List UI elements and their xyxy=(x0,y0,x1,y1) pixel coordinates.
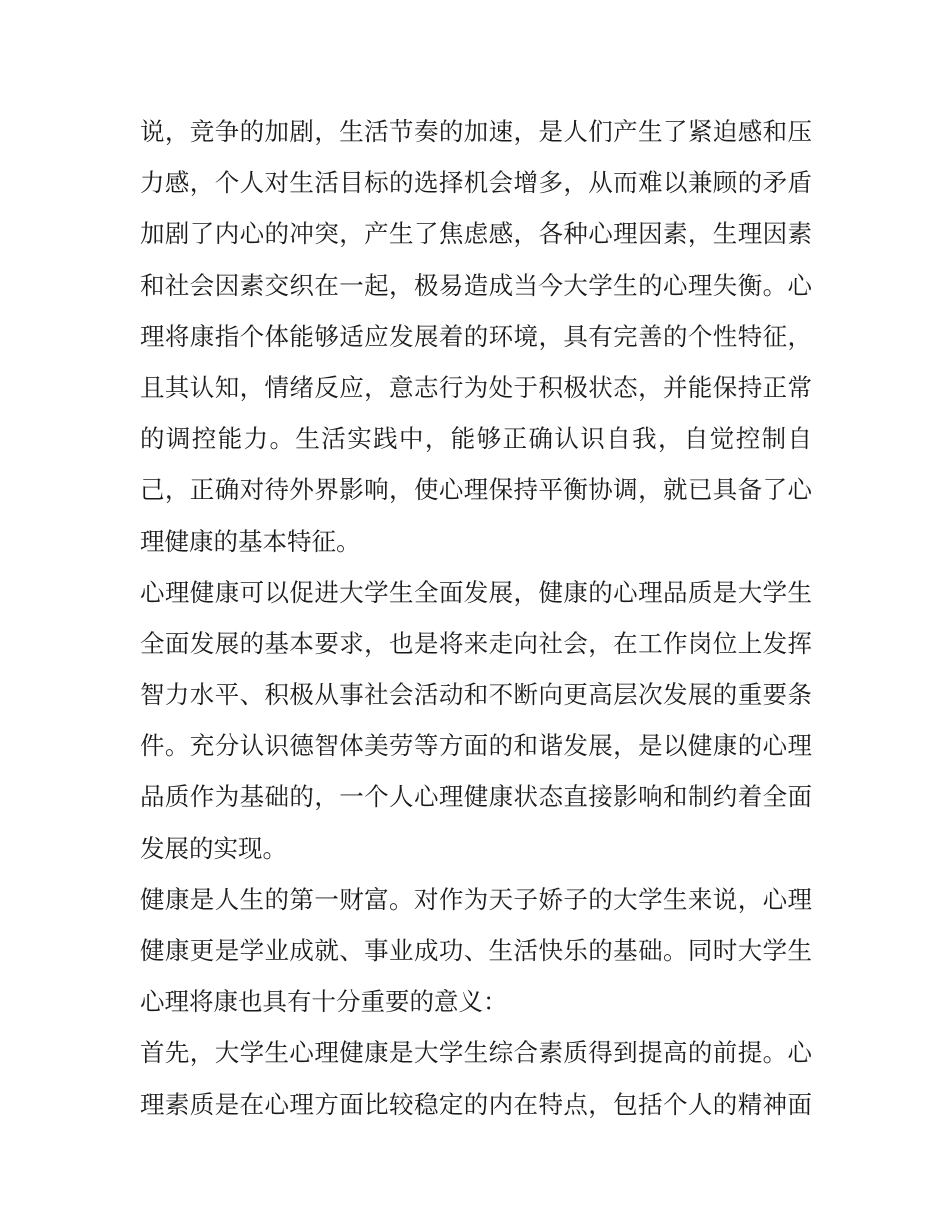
text-line: 和社会因素交织在一起，极易造成当今大学生的心理失衡。心 xyxy=(140,270,812,300)
text-line: 智力水平、积极从事社会活动和不断向更高层次发展的重要条 xyxy=(140,680,812,710)
text-line: 品质作为基础的，一个人心理健康状态直接影响和制约着全面 xyxy=(140,782,812,812)
text-line: 理素质是在心理方面比较稳定的内在特点，包括个人的精神面 xyxy=(140,1089,812,1119)
text-line: 理将康指个体能够适应发展着的环境，具有完善的个性特征， xyxy=(140,321,812,351)
text-line: 加剧了内心的冲突，产生了焦虑感，各种心理因素，生理因素 xyxy=(140,219,812,249)
text-line: 心理健康可以促进大学生全面发展，健康的心理品质是大学生 xyxy=(140,577,812,607)
text-line: 且其认知，情绪反应，意志行为处于积极状态，并能保持正常 xyxy=(140,372,812,402)
text-line: 首先，大学生心理健康是大学生综合素质得到提高的前提。心 xyxy=(140,1038,812,1068)
text-line: 己，正确对待外界影响，使心理保持平衡协调，就已具备了心 xyxy=(140,475,812,505)
text-line: 理健康的基本特征。 xyxy=(140,526,361,556)
text-line: 心理将康也具有十分重要的意义： xyxy=(140,987,508,1017)
text-line: 的调控能力。生活实践中，能够正确认识自我，自觉控制自 xyxy=(140,424,812,454)
text-line: 发展的实现。 xyxy=(140,833,287,863)
body-text xyxy=(140,106,812,1130)
text-line: 说，竞争的加剧，生活节奏的加速，是人们产生了紧迫感和压 xyxy=(140,117,812,146)
text-line: 件。充分认识德智体美劳等方面的和谐发展，是以健康的心理 xyxy=(140,731,812,761)
text-line: 力感，个人对生活目标的选择机会增多，从而难以兼顾的矛盾 xyxy=(140,168,812,198)
text-line: 健康是人生的第一财富。对作为天子娇子的大学生来说，心理 xyxy=(140,884,812,914)
text-line: 全面发展的基本要求，也是将来走向社会，在工作岗位上发挥 xyxy=(140,628,812,658)
text-line: 健康更是学业成就、事业成功、生活快乐的基础。同时大学生 xyxy=(140,936,812,965)
